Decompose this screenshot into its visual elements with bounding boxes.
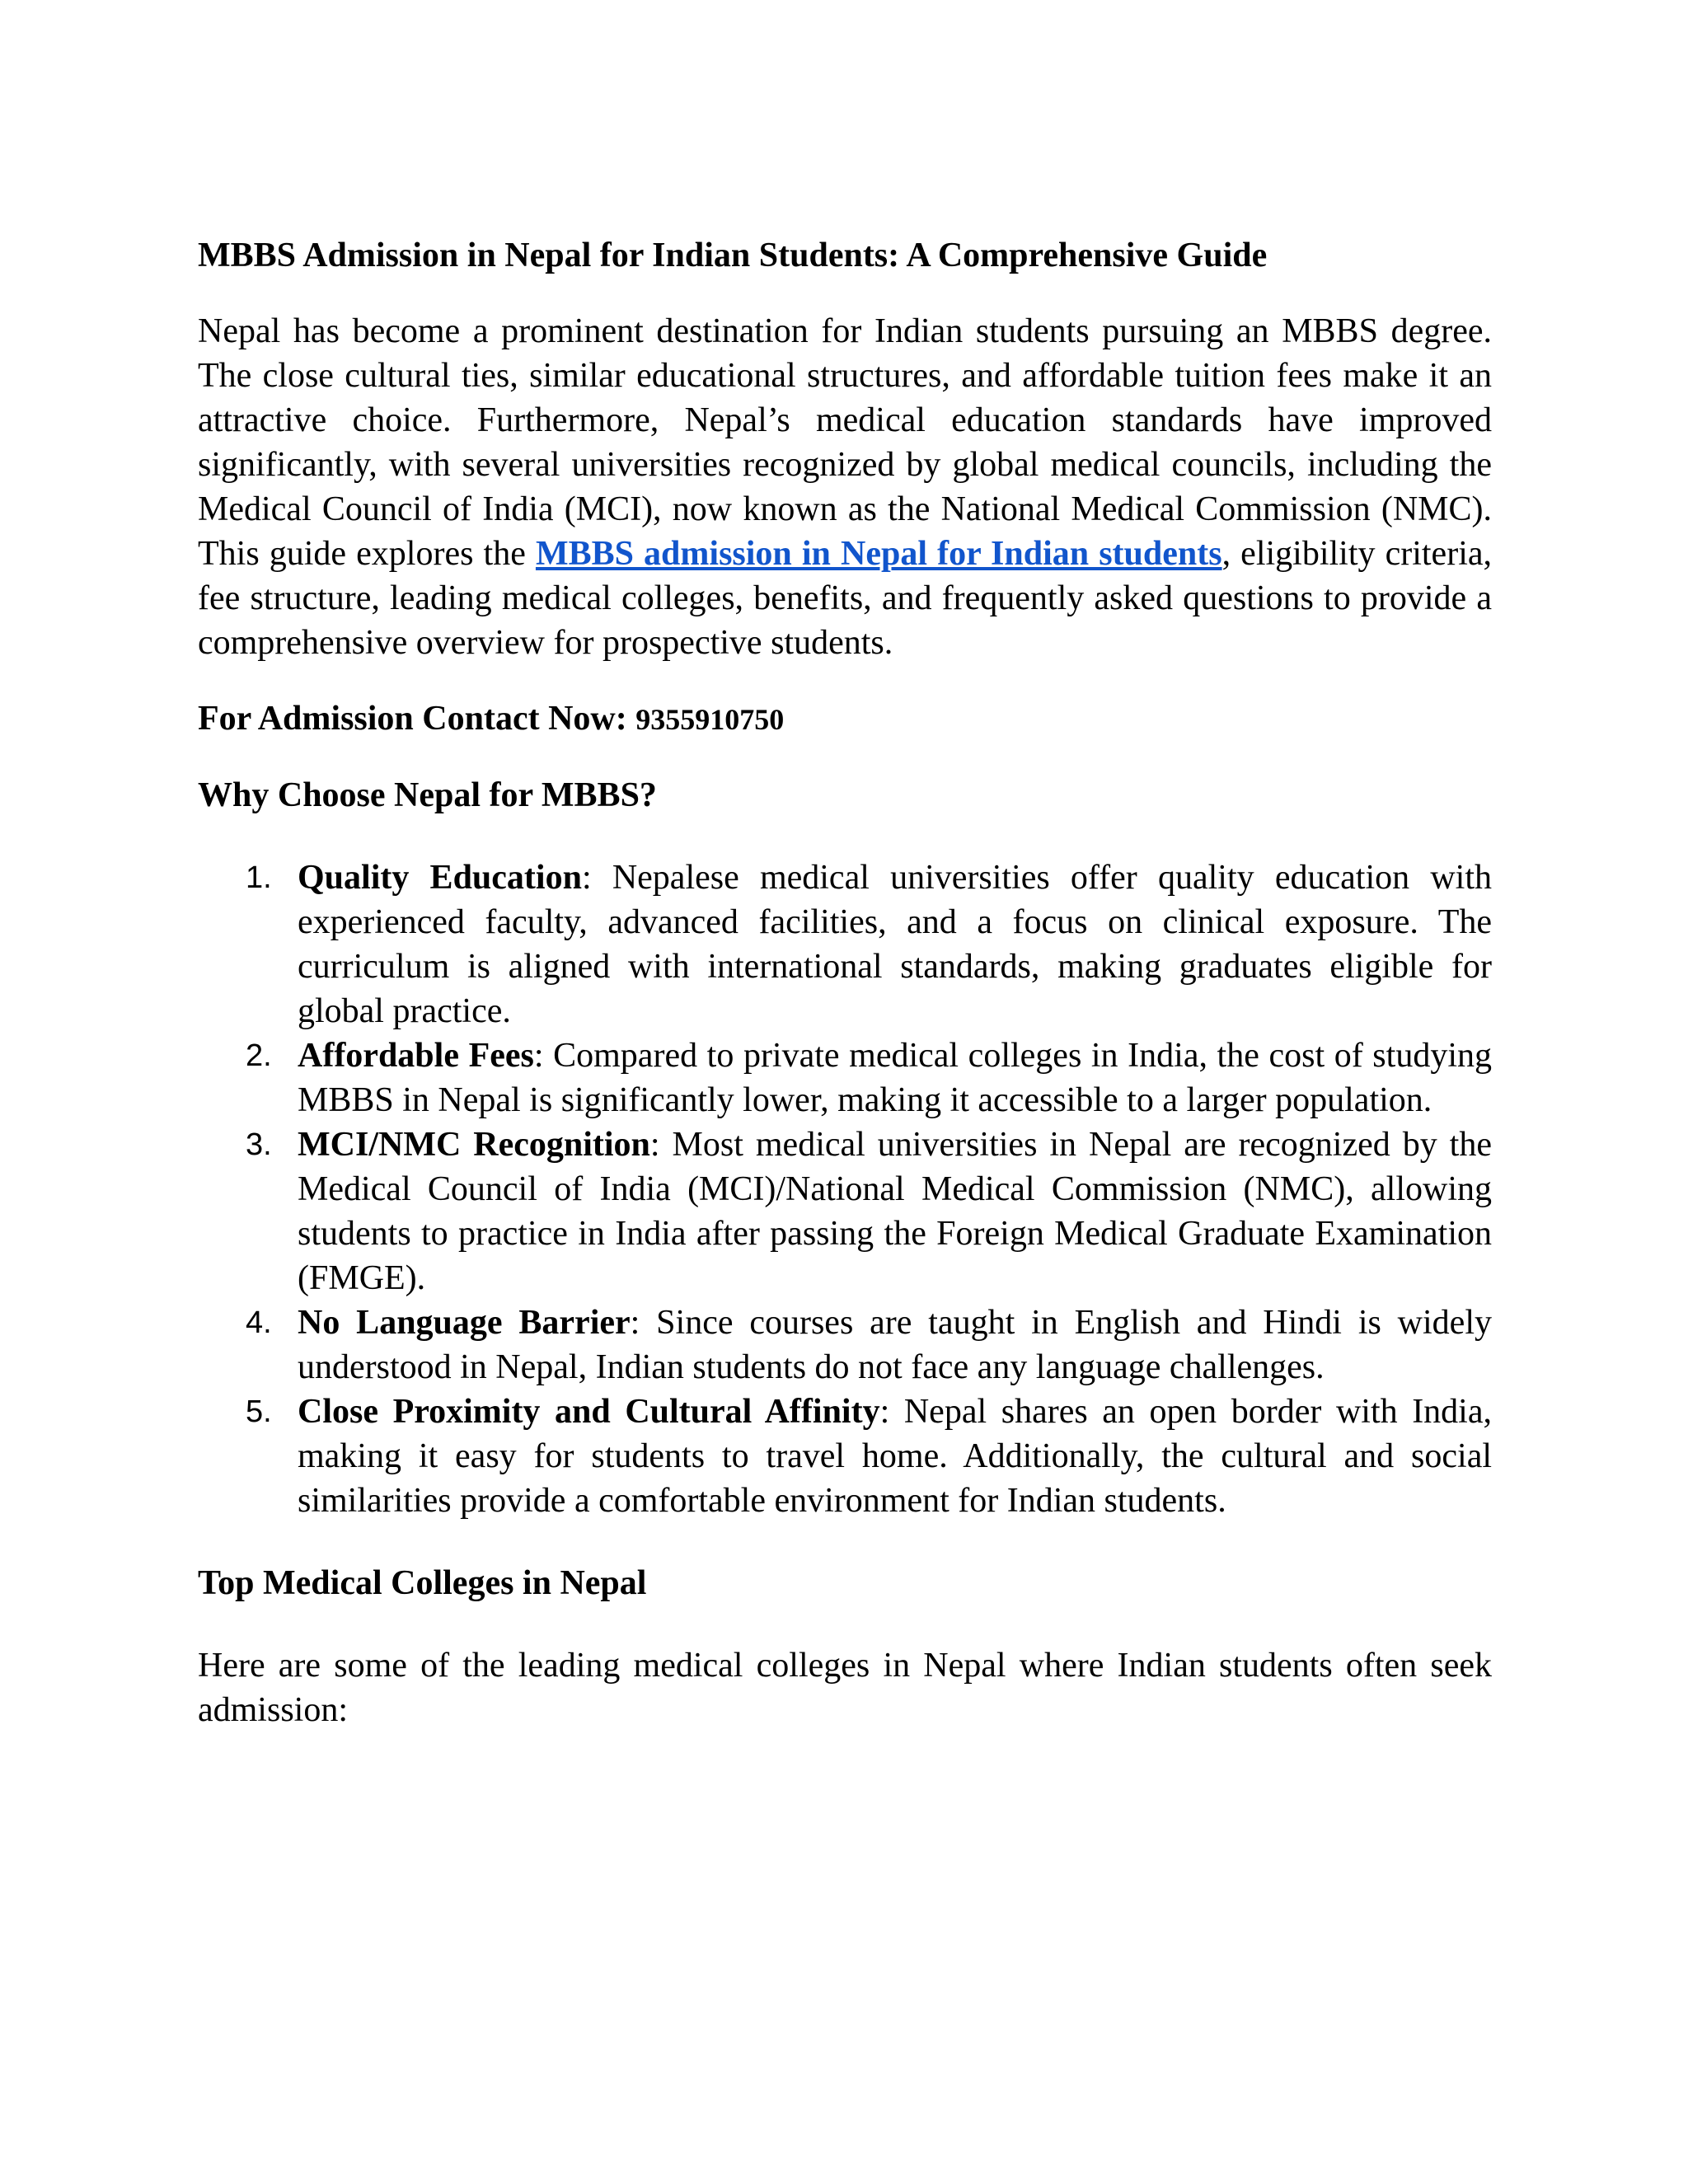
list-item-number: 4.	[246, 1305, 272, 1340]
intro-text-after-link: , eligibility criteria, fee structure, leading medical colleges, benefits, and frequently asked questions to provide a comprehensive overview for prospective students.	[198, 535, 1492, 662]
list-item-term: Close Proximity and Cultural Affinity	[298, 1393, 880, 1431]
list-item	[198, 1390, 1492, 1523]
list-item	[198, 1122, 1492, 1301]
reasons-list	[198, 855, 1492, 1523]
why-choose-heading: Why Choose Nepal for MBBS?	[198, 776, 657, 814]
contact-phone: 9355910750	[635, 703, 785, 736]
list-item-text: : Most medical universities in Nepal are recognized by the Medical Council of India (MCI)/National Medical Commission (NMC), allowing students to practice in India after passing the Foreign Medical Graduate Examination (FMGE).	[298, 1126, 1492, 1297]
list-item-text: : Compared to private medical colleges in India, the cost of studying MBBS in Nepal is significantly lower, making it accessible to a larger population.	[298, 1037, 1492, 1119]
list-item-text: : Nepalese medical universities offer quality education with experienced faculty, advanced facilities, and a focus on clinical exposure. The curriculum is aligned with international standards, making graduates eligible for global practice.	[298, 859, 1492, 1030]
list-item-text: : Nepal shares an open border with India, making it easy for students to travel home. Additionally, the cultural and social similarities provide a comfortable environment for Indian students.	[298, 1393, 1492, 1520]
contact-line	[198, 696, 1492, 742]
list-item-text: : Since courses are taught in English and Hindi is widely understood in Nepal, Indian students do not face any language challenges.	[298, 1304, 1492, 1386]
contact-label: For Admission Contact Now:	[198, 700, 627, 738]
list-item	[198, 1301, 1492, 1390]
list-item-number: 2.	[246, 1038, 272, 1073]
list-item	[198, 1033, 1492, 1122]
list-item-term: Quality Education	[298, 859, 582, 897]
list-item-number: 1.	[246, 860, 272, 895]
colleges-intro-paragraph: Here are some of the leading medical colleges in Nepal where Indian students often seek admission:	[198, 1647, 1492, 1729]
intro-text-before-link: Nepal has become a prominent destination for Indian students pursuing an MBBS degree. The close cultural ties, similar educational structures, and affordable tuition fees make it an attractive choice. Furthermore, Nepal’s medical education standards have improved significantly, with several universities recognized by global medical councils, including the Medical Council of India (MCI), now known as the National Medical Commission (NMC). This guide explores the	[198, 312, 1492, 573]
list-item-term: Affordable Fees	[298, 1037, 534, 1075]
list-item-term: No Language Barrier	[298, 1304, 631, 1342]
list-item-term: MCI/NMC Recognition	[298, 1126, 650, 1164]
list-item	[198, 855, 1492, 1033]
list-item-number: 5.	[246, 1394, 272, 1429]
intro-paragraph	[198, 309, 1492, 665]
list-item-number: 3.	[246, 1127, 272, 1162]
document-page	[198, 233, 1492, 1732]
top-colleges-heading: Top Medical Colleges in Nepal	[198, 1564, 647, 1602]
document-title: MBBS Admission in Nepal for Indian Students: A Comprehensive Guide	[198, 237, 1268, 274]
mbbs-admission-link[interactable]: MBBS admission in Nepal for Indian students	[535, 535, 1222, 573]
